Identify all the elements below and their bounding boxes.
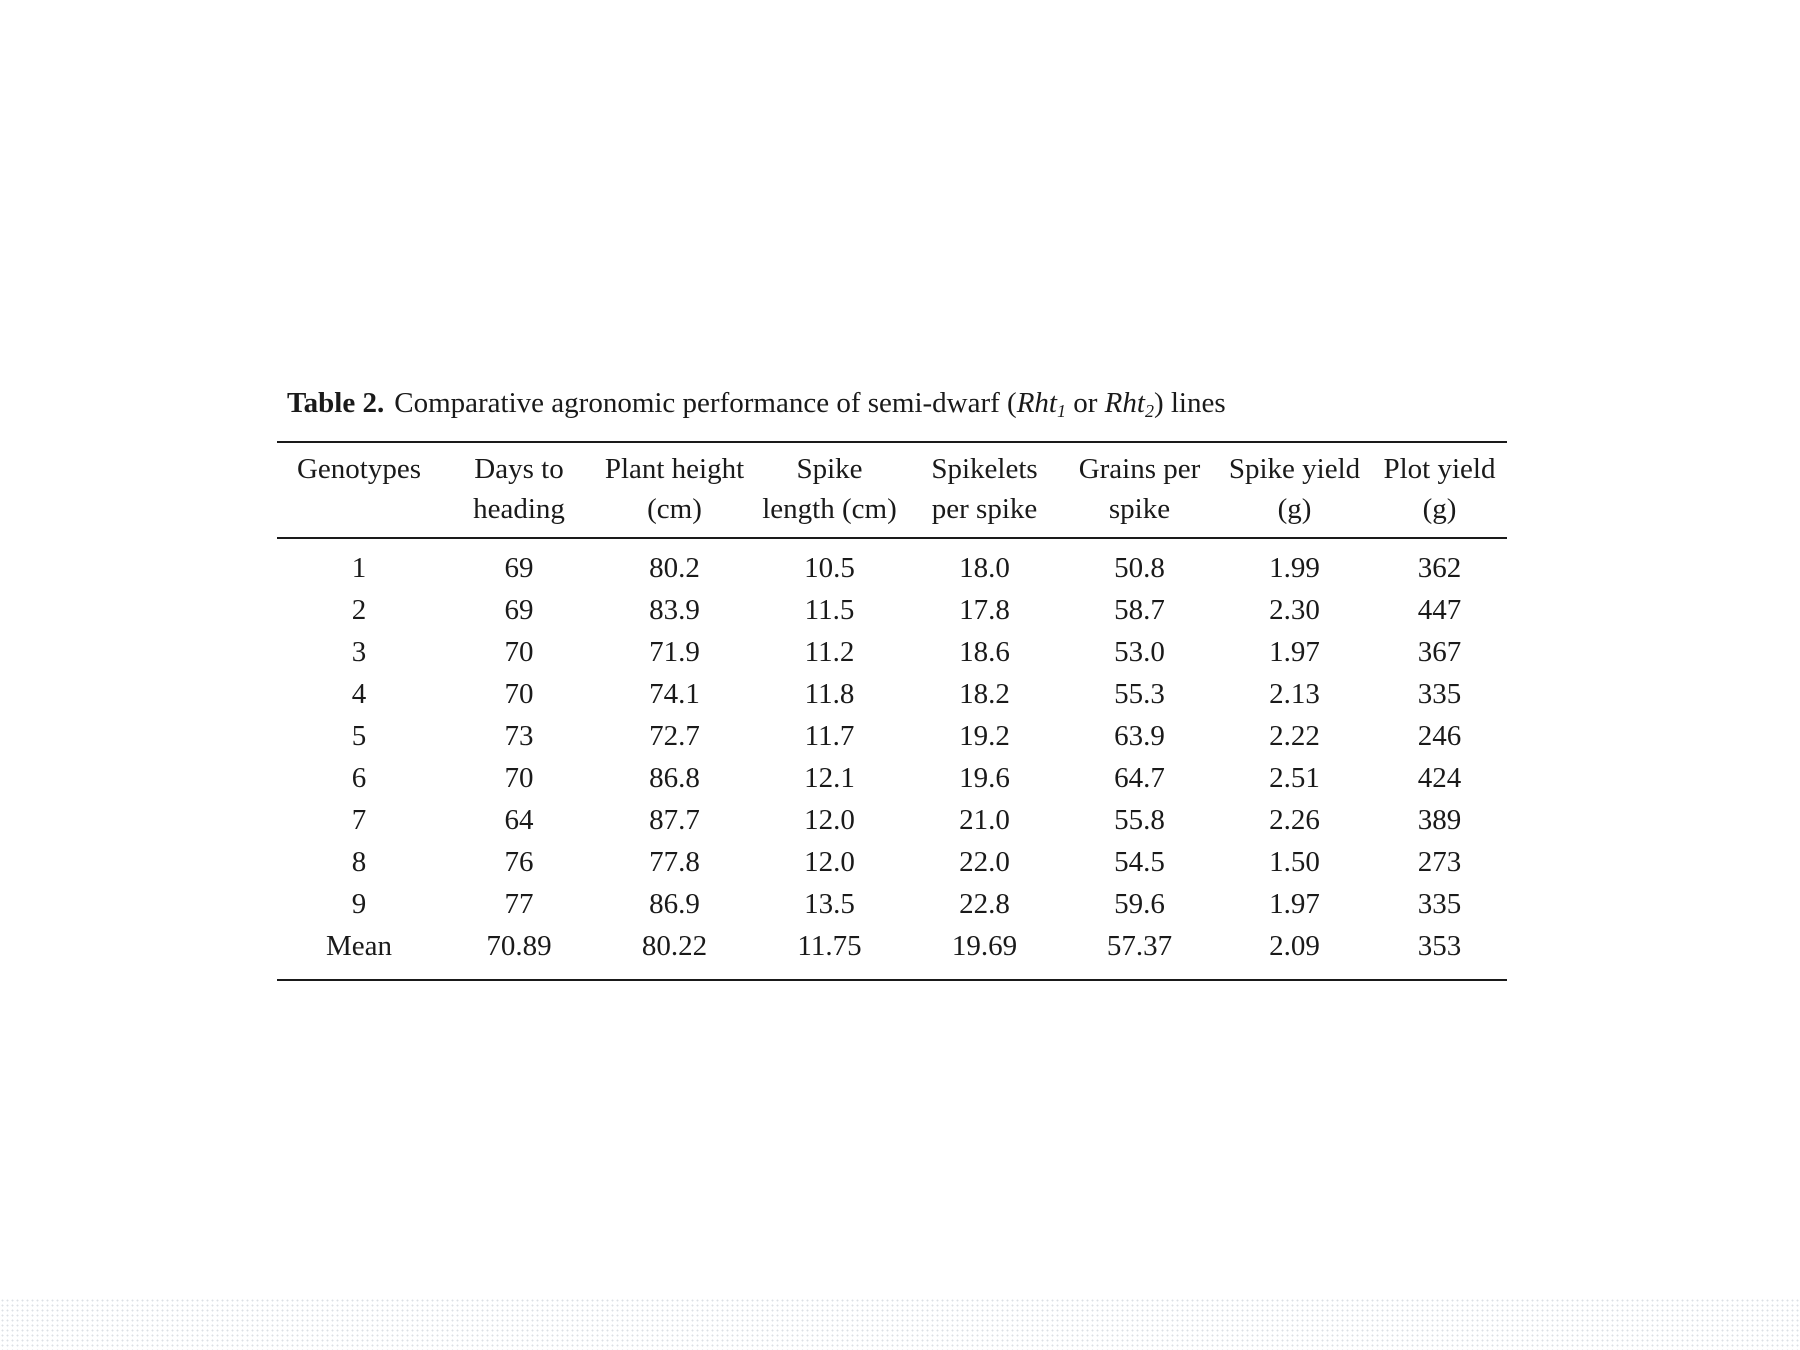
table-row	[277, 757, 1507, 799]
table-cell: 55.3	[1114, 678, 1165, 710]
column-header-line: Spike yield	[1228, 453, 1361, 485]
genotype-cell: 2	[351, 594, 367, 626]
table-cell: 389	[1417, 804, 1462, 836]
table-cell: 2.51	[1269, 762, 1320, 794]
column-header	[597, 442, 752, 538]
table-cell: 12.1	[804, 762, 855, 794]
column-header-line: (cm)	[647, 493, 702, 525]
column-header	[277, 442, 441, 538]
table-cell: 70	[504, 762, 534, 794]
genotype-cell: 5	[351, 720, 367, 752]
gene-rht1	[1017, 387, 1066, 419]
table-cell: 11.75	[797, 930, 862, 962]
column-header-line: Genotypes	[296, 453, 422, 485]
column-header-line: Plant height	[604, 453, 745, 485]
column-header-line: heading	[473, 493, 565, 525]
table-cell: 54.5	[1114, 846, 1165, 878]
mean-row	[277, 925, 1507, 980]
table-row	[277, 589, 1507, 631]
gene1-subscript: 1	[1056, 401, 1066, 421]
table-cell: 69	[504, 594, 534, 626]
column-header-line: per spike	[931, 493, 1038, 525]
column-header-line: (g)	[1277, 493, 1312, 525]
table-cell: 424	[1417, 762, 1462, 794]
column-header	[1372, 442, 1507, 538]
table-cell: 22.8	[959, 888, 1010, 920]
column-header-line: Spikelets	[931, 453, 1038, 485]
genotype-cell: 8	[351, 846, 367, 878]
table-cell: 70.89	[486, 930, 552, 962]
table-row	[277, 631, 1507, 673]
caption-label: Table 2.	[287, 387, 385, 419]
table-cell: 86.9	[649, 888, 700, 920]
table-cell: 64	[504, 804, 534, 836]
table-cell: 80.22	[641, 930, 708, 962]
table-row	[277, 715, 1507, 757]
table-cell: 18.0	[959, 552, 1010, 584]
column-header-line: Grains per	[1078, 453, 1201, 485]
table-cell: 22.0	[959, 846, 1010, 878]
table-cell: 72.7	[649, 720, 700, 752]
table-cell: 2.09	[1269, 930, 1320, 962]
table-row	[277, 883, 1507, 925]
gene2-subscript: 2	[1144, 401, 1154, 421]
table-body	[277, 538, 1507, 980]
table-cell: 86.8	[649, 762, 700, 794]
table-cell: 55.8	[1114, 804, 1165, 836]
table-cell: 1.97	[1269, 888, 1320, 920]
table-cell: 80.2	[649, 552, 700, 584]
table-cell: 53.0	[1114, 636, 1165, 668]
table-cell: 74.1	[649, 678, 700, 710]
table-cell: 21.0	[959, 804, 1010, 836]
column-header	[441, 442, 597, 538]
header-row	[277, 442, 1507, 538]
genotype-cell: 4	[351, 678, 367, 710]
table-cell: 1.99	[1269, 552, 1320, 584]
table-cell: 58.7	[1114, 594, 1165, 626]
table-cell: 73	[504, 720, 534, 752]
table-cell: 18.6	[959, 636, 1010, 668]
column-header	[907, 442, 1062, 538]
gene1-name: Rht	[1016, 387, 1057, 419]
table-cell: 18.2	[959, 678, 1010, 710]
table-cell: 12.0	[804, 804, 855, 836]
column-header	[752, 442, 907, 538]
table-cell: 69	[504, 552, 534, 584]
table-cell: 19.6	[959, 762, 1010, 794]
table-cell: 13.5	[804, 888, 855, 920]
table-cell: 362	[1417, 552, 1462, 584]
table-cell: 11.5	[804, 594, 855, 626]
column-header-line: Plot yield	[1383, 453, 1496, 485]
table-cell: 2.30	[1269, 594, 1320, 626]
gene-rht2	[1105, 387, 1154, 419]
table-cell: 50.8	[1114, 552, 1165, 584]
table-row	[277, 673, 1507, 715]
genotype-cell: Mean	[325, 930, 393, 962]
table-row	[277, 841, 1507, 883]
caption-text-before: Comparative agronomic performance of semi-dwarf (	[394, 387, 1017, 419]
table-cell: 10.5	[804, 552, 855, 584]
column-header-line: Spike	[796, 453, 863, 485]
table-cell: 273	[1417, 846, 1462, 878]
table-cell: 335	[1417, 888, 1462, 920]
table-cell: 63.9	[1114, 720, 1165, 752]
table-cell: 19.69	[951, 930, 1018, 962]
table-cell: 76	[504, 846, 534, 878]
table-container	[277, 441, 1507, 981]
column-header-line: Days to	[474, 453, 564, 485]
data-table	[277, 441, 1507, 981]
caption-text-after: ) lines	[1153, 387, 1226, 419]
table-cell: 87.7	[649, 804, 700, 836]
table-cell: 77.8	[649, 846, 700, 878]
table-cell: 17.8	[959, 594, 1010, 626]
table-header	[277, 442, 1507, 538]
genotype-cell: 3	[351, 636, 367, 668]
column-header-line: length (cm)	[762, 493, 897, 525]
table-cell: 64.7	[1114, 762, 1165, 794]
column-header	[1062, 442, 1217, 538]
table-cell: 335	[1417, 678, 1462, 710]
column-header	[1217, 442, 1372, 538]
table-cell: 11.7	[804, 720, 855, 752]
table-cell: 1.50	[1269, 846, 1320, 878]
table-row	[277, 538, 1507, 589]
table-cell: 246	[1417, 720, 1462, 752]
table-cell: 367	[1417, 636, 1462, 668]
table-cell: 70	[504, 678, 534, 710]
genotype-cell: 6	[351, 762, 367, 794]
table-cell: 447	[1417, 594, 1462, 626]
table-cell: 70	[504, 636, 534, 668]
genotype-cell: 7	[351, 804, 367, 836]
column-header-line: spike	[1108, 493, 1171, 525]
table-cell: 12.0	[804, 846, 855, 878]
table-cell: 11.8	[804, 678, 855, 710]
table-cell: 2.13	[1269, 678, 1320, 710]
table-row	[277, 799, 1507, 841]
table-cell: 2.22	[1269, 720, 1320, 752]
decorative-dot-pattern	[0, 1298, 1800, 1350]
table-cell: 2.26	[1269, 804, 1320, 836]
table-cell: 353	[1417, 930, 1462, 962]
genotype-cell: 9	[351, 888, 367, 920]
gene2-name: Rht	[1104, 387, 1145, 419]
table-cell: 11.2	[804, 636, 855, 668]
table-cell: 1.97	[1269, 636, 1320, 668]
table-cell: 71.9	[649, 636, 700, 668]
table-cell: 59.6	[1114, 888, 1165, 920]
column-header-line: (g)	[1422, 493, 1457, 525]
table-cell: 77	[504, 888, 534, 920]
table-cell: 57.37	[1106, 930, 1173, 962]
caption-text-middle: or	[1065, 387, 1105, 419]
table-caption	[287, 381, 1226, 425]
table-cell: 83.9	[649, 594, 700, 626]
genotype-cell: 1	[351, 552, 367, 584]
table-cell: 19.2	[959, 720, 1010, 752]
